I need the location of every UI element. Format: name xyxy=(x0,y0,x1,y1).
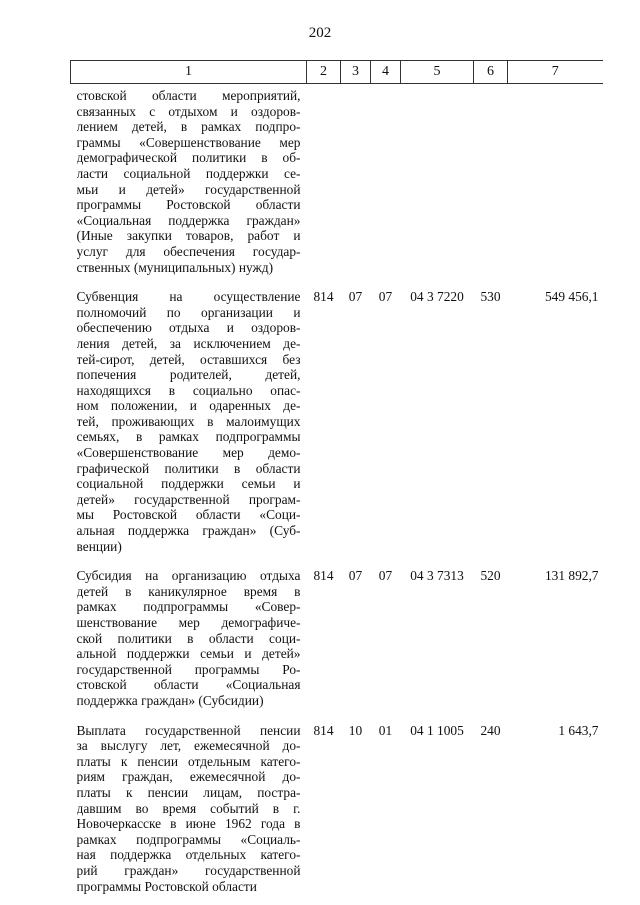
expense-type-code: 530 xyxy=(480,289,501,305)
column-header: 6 xyxy=(474,61,508,84)
table-row xyxy=(71,275,603,554)
target-article-code: 04 3 7313 xyxy=(410,568,464,584)
ministry-code: 814 xyxy=(313,722,334,738)
description-line: стовской области «Социальная xyxy=(76,677,301,693)
description-line: детей в каникулярное время в xyxy=(76,583,301,599)
description-line: (Иные закупки товаров, работ и xyxy=(76,228,301,244)
description-line: платы к пенсии отдельным катего- xyxy=(76,753,301,769)
column-header: 5 xyxy=(401,61,474,84)
description-line: ная поддержка отдельных катего- xyxy=(76,847,301,863)
description-line: «Совершенствование мер демо- xyxy=(76,445,301,461)
description-line: тей-сирот, детей, оставшихся без xyxy=(76,351,301,367)
table-header xyxy=(71,61,603,84)
description-line: графической политики в области xyxy=(76,460,301,476)
row-description xyxy=(71,84,307,276)
subsection-code: 01 xyxy=(378,722,393,738)
ministry-code: 814 xyxy=(313,289,334,305)
description-line: платы к пенсии лицам, постра- xyxy=(76,784,301,800)
section-code: 10 xyxy=(348,722,363,738)
subsection-code xyxy=(371,84,401,276)
description-line: мы Ростовской области «Соци- xyxy=(76,507,301,523)
ministry-code xyxy=(307,84,341,276)
target-article-code: 04 1 1005 xyxy=(410,722,464,738)
table-row xyxy=(71,709,603,895)
table-body xyxy=(71,84,603,895)
description-line: полномочий по организации и xyxy=(76,304,301,320)
description-line: стовской области мероприятий, xyxy=(76,88,301,103)
expense-type-code: 520 xyxy=(480,568,501,584)
description-line: находящихся в социально опас- xyxy=(76,382,301,398)
target-article-code: 04 3 7220 xyxy=(410,289,464,305)
description-line: «Социальная поддержка граждан» xyxy=(76,212,301,228)
amount-value: 131 892,7 xyxy=(544,568,599,584)
section-code: 07 xyxy=(348,289,363,305)
description-line: альная поддержка граждан» (Суб- xyxy=(76,523,301,539)
description-line: попечения родителей, детей, xyxy=(76,367,301,383)
subsection-code: 07 xyxy=(378,568,393,584)
description-line: детей» государственной програм- xyxy=(76,491,301,507)
description-line: шенствование мер демографиче- xyxy=(76,615,301,630)
amount-value: 1 643,7 xyxy=(558,722,599,738)
column-header: 2 xyxy=(307,61,341,84)
description-line: рий граждан» государственной xyxy=(76,862,301,878)
description-line: альной поддержки семьи и детей» xyxy=(76,646,301,662)
description-line: поддержка граждан» (Субсидии) xyxy=(76,692,264,708)
description-line: лением детей, в рамках подпро- xyxy=(76,119,301,135)
description-line: программы Ростовской области xyxy=(76,878,257,894)
table-row xyxy=(71,84,603,276)
description-line: ласти социальной поддержки се- xyxy=(76,165,301,181)
description-line: программы Ростовской области xyxy=(76,197,301,213)
description-line: ственных (муниципальных) нужд) xyxy=(76,259,274,275)
expense-type-code xyxy=(474,84,508,276)
description-line: ской политики в области соци- xyxy=(76,630,301,646)
description-line: социальной поддержки семьи и xyxy=(76,476,301,492)
section-code xyxy=(341,84,371,276)
description-line: семьях, в рамках подпрограммы xyxy=(76,429,301,445)
description-line: за выслугу лет, ежемесячной до- xyxy=(76,738,301,754)
description-line: ном положении, и одаренных де- xyxy=(76,398,301,414)
page-number: 202 xyxy=(308,25,332,41)
description-line: связанных с отдыхом и оздоров- xyxy=(76,103,301,119)
description-line: мьи и детей» государственной xyxy=(76,181,301,197)
description-line: граммы «Совершенствование мер xyxy=(76,134,301,150)
amount-value: 549 456,1 xyxy=(544,289,599,305)
description-line: демографической политики в об- xyxy=(76,150,301,166)
column-header: 3 xyxy=(341,61,371,84)
description-line: Новочеркасске в июне 1962 года в xyxy=(76,816,301,832)
description-line: государственной программы Ро- xyxy=(76,661,301,677)
table-row xyxy=(71,554,603,708)
row-description xyxy=(71,709,307,895)
row-description xyxy=(71,554,307,708)
section-code: 07 xyxy=(348,568,363,584)
amount-value xyxy=(508,84,603,276)
column-header: 4 xyxy=(371,61,401,84)
ministry-code: 814 xyxy=(313,568,334,584)
description-line: рамках подпрограммы «Совер- xyxy=(76,599,301,615)
target-article-code xyxy=(401,84,474,276)
description-line: Выплата государственной пенсии xyxy=(76,722,301,738)
description-line: Субсидия на организацию отдыха xyxy=(76,568,301,584)
description-line: рамках подпрограммы «Социаль- xyxy=(76,831,301,847)
description-line: ления детей, за исключением де- xyxy=(76,335,301,351)
description-line: давшим во время событий в г. xyxy=(76,800,301,816)
description-line: Субвенция на осуществление xyxy=(76,289,301,305)
description-line: обеспечению отдыха и оздоров- xyxy=(76,320,301,336)
description-line: тей, проживающих в малоимущих xyxy=(76,413,301,429)
column-header: 7 xyxy=(508,61,603,84)
description-line: услуг для обеспечения государ- xyxy=(76,243,301,259)
expense-type-code: 240 xyxy=(480,722,501,738)
description-line: венции) xyxy=(76,538,122,554)
column-header: 1 xyxy=(71,61,307,84)
row-description xyxy=(71,275,307,554)
description-line: риям граждан, ежемесячной до- xyxy=(76,769,301,785)
budget-table xyxy=(70,60,603,894)
subsection-code: 07 xyxy=(378,289,393,305)
